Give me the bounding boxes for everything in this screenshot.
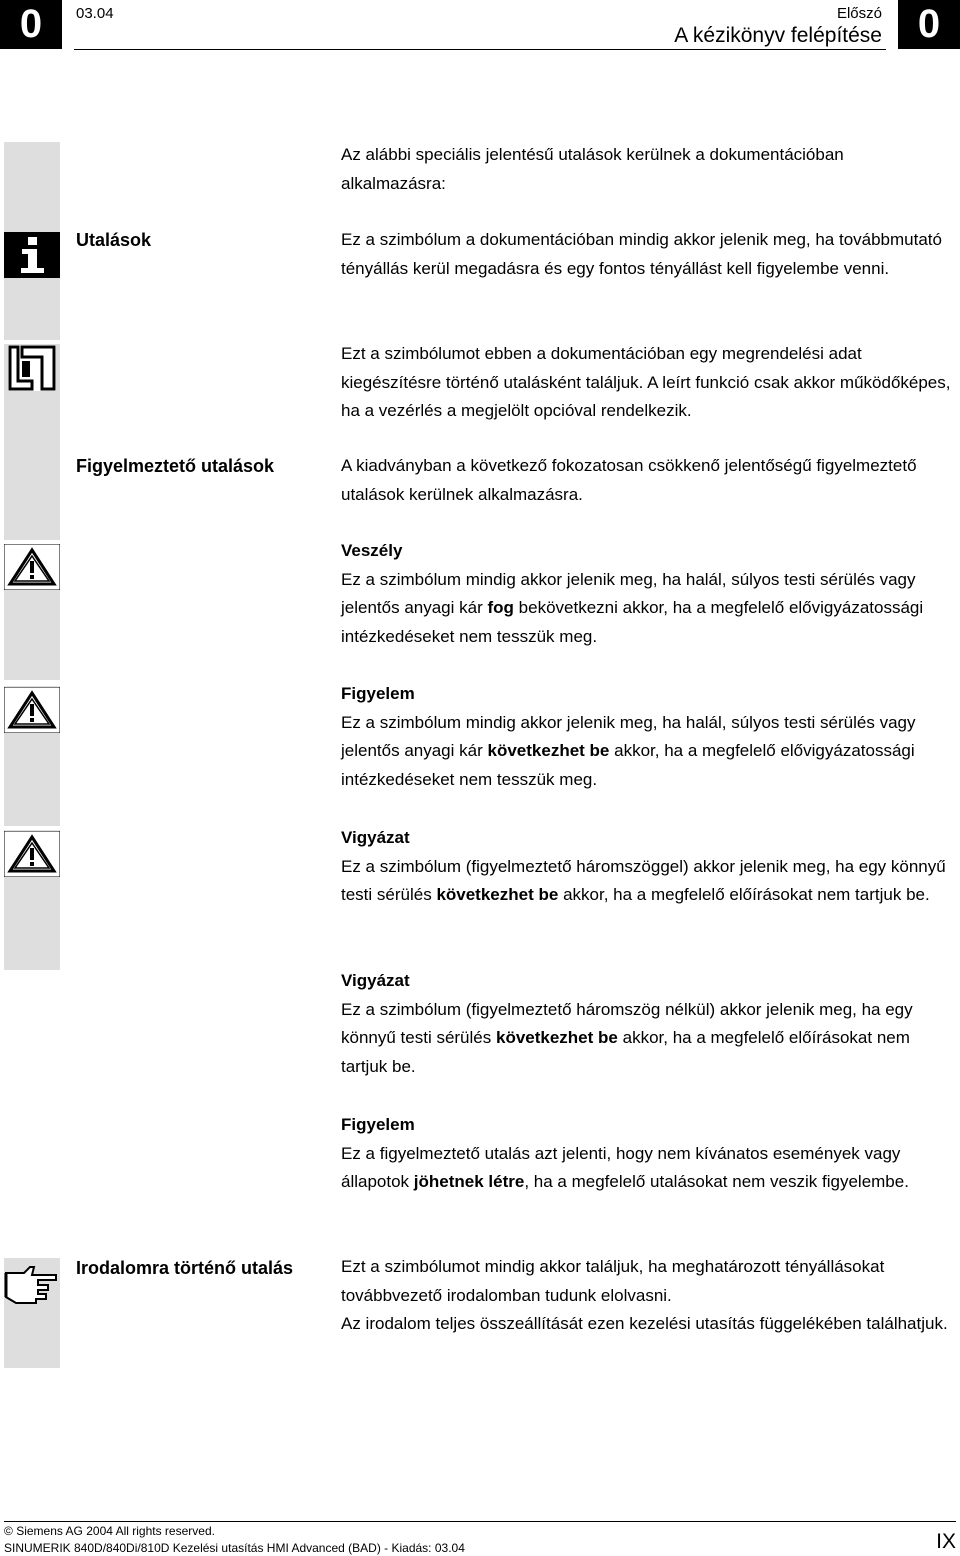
caution-block xyxy=(341,967,951,1081)
caution-text-b: akkor, ha a megfelelő előírásokat nem tartjuk be. xyxy=(341,1028,910,1076)
pointing-hand-icon xyxy=(4,1261,60,1307)
section-label-warnings: Figyelmeztető utalások xyxy=(76,456,275,476)
copyright-text: Siemens AG 2004 All rights reserved. xyxy=(16,1524,215,1538)
caution-triangle-title: Vigyázat xyxy=(341,828,410,847)
header-date: 03.04 xyxy=(76,5,114,22)
caution-triangle-text-b: akkor, ha a megfelelő előírásokat nem tartjuk be. xyxy=(563,885,930,905)
danger-text-a: Ez a szimbólum mindig akkor jelenik meg, ha halál, súlyos testi sérülés vagy jelentős anyagi kár xyxy=(341,569,916,618)
warning-title: Figyelem xyxy=(341,684,415,703)
caution-triangle-block xyxy=(341,824,951,910)
danger-emphasis: fog xyxy=(487,598,514,618)
section-label-literature: Irodalomra történő utalás xyxy=(76,1258,294,1278)
warning-triangle-icon xyxy=(4,544,60,590)
warning-text-b: akkor, ha a megfelelő elővigyázatossági intézkedéseket nem tesszük meg. xyxy=(341,741,915,789)
notice-emphasis: jöhetnek létre xyxy=(413,1172,525,1192)
section-label-utalasok: Utalások xyxy=(76,230,152,250)
warning-block xyxy=(341,680,951,794)
danger-block xyxy=(341,537,951,651)
info-icon xyxy=(4,232,60,278)
notice-text-a: Ez a figyelmeztető utalás azt jelenti, hogy nem kívánatos események vagy állapotok xyxy=(341,1143,901,1192)
footer-document: SINUMERIK 840D/840Di/810D Kezelési utasítás HMI Advanced (BAD) - Kiadás: 03.04 xyxy=(4,1541,465,1555)
caution-triangle-emphasis: következhet be xyxy=(436,885,559,905)
warning-triangle-icon xyxy=(4,831,60,877)
warnings-intro: A kiadványban a következő fokozatosan csökkenő jelentőségű figyelmeztető utalások kerülnek alkalmazásra. xyxy=(341,456,917,504)
warning-text-a: Ez a szimbólum mindig akkor jelenik meg, ha halál, súlyos testi sérülés vagy jelentős anyagi kár xyxy=(341,712,916,761)
chapter-number-left: 0 xyxy=(0,0,62,49)
warning-emphasis: következhet be xyxy=(487,741,610,761)
literature-text-2: Az irodalom teljes összeállítását ezen kezelési utasítás függelékében találhatjuk. xyxy=(341,1314,948,1334)
danger-text-b: bekövetkezni akkor, ha a megfelelő elővigyázatossági intézkedéseket nem tesszük meg. xyxy=(341,598,924,646)
caution-text-a: Ez a szimbólum (figyelmeztető háromszög nélkül) akkor jelenik meg, ha egy könnyű testi sérülés xyxy=(341,999,913,1048)
page-title: A kézikönyv felépítése xyxy=(674,24,882,47)
literature-text xyxy=(341,1253,951,1339)
intro-text: Az alábbi speciális jelentésű utalások kerülnek a dokumentációban alkalmazásra: xyxy=(341,145,844,193)
ordering-data-icon xyxy=(8,345,56,391)
copyright-icon: © xyxy=(4,1524,13,1538)
notice-text-b: , ha a megfelelő utalásokat nem veszik figyelembe. xyxy=(524,1172,909,1192)
notice-block xyxy=(341,1111,951,1197)
caution-triangle-text-a: Ez a szimbólum (figyelmeztető háromszöggel) akkor jelenik meg, ha egy könnyű testi sérülés xyxy=(341,856,946,905)
warning-triangle-icon xyxy=(4,687,60,733)
literature-text-1: Ezt a szimbólumot mindig akkor találjuk, ha meghatározott tényállásokat továbbvezető irodalomban tudunk elolvasni. xyxy=(341,1257,885,1305)
chapter-number-right: 0 xyxy=(898,0,960,49)
info-text: Ez a szimbólum a dokumentációban mindig akkor jelenik meg, ha továbbmutató tényállás kerül megadásra és egy fontos tényállást kell figyelembe venni. xyxy=(341,230,942,278)
footer-copyright xyxy=(4,1524,215,1538)
caution-title: Vigyázat xyxy=(341,971,410,990)
page-number: IX xyxy=(936,1530,956,1553)
footer-divider xyxy=(4,1521,956,1522)
notice-title: Figyelem xyxy=(341,1115,415,1134)
header-divider xyxy=(74,49,886,50)
danger-title: Veszély xyxy=(341,541,403,560)
ordering-text: Ezt a szimbólumot ebben a dokumentációban egy megrendelési adat kiegészítésre történő utalásként találjuk. A leírt funkció csak akkor működőképes, ha a vezérlés a megjelölt opcióval rendelkezik. xyxy=(341,344,951,421)
header-section: Előszó xyxy=(836,5,882,22)
caution-emphasis: következhet be xyxy=(495,1028,618,1048)
